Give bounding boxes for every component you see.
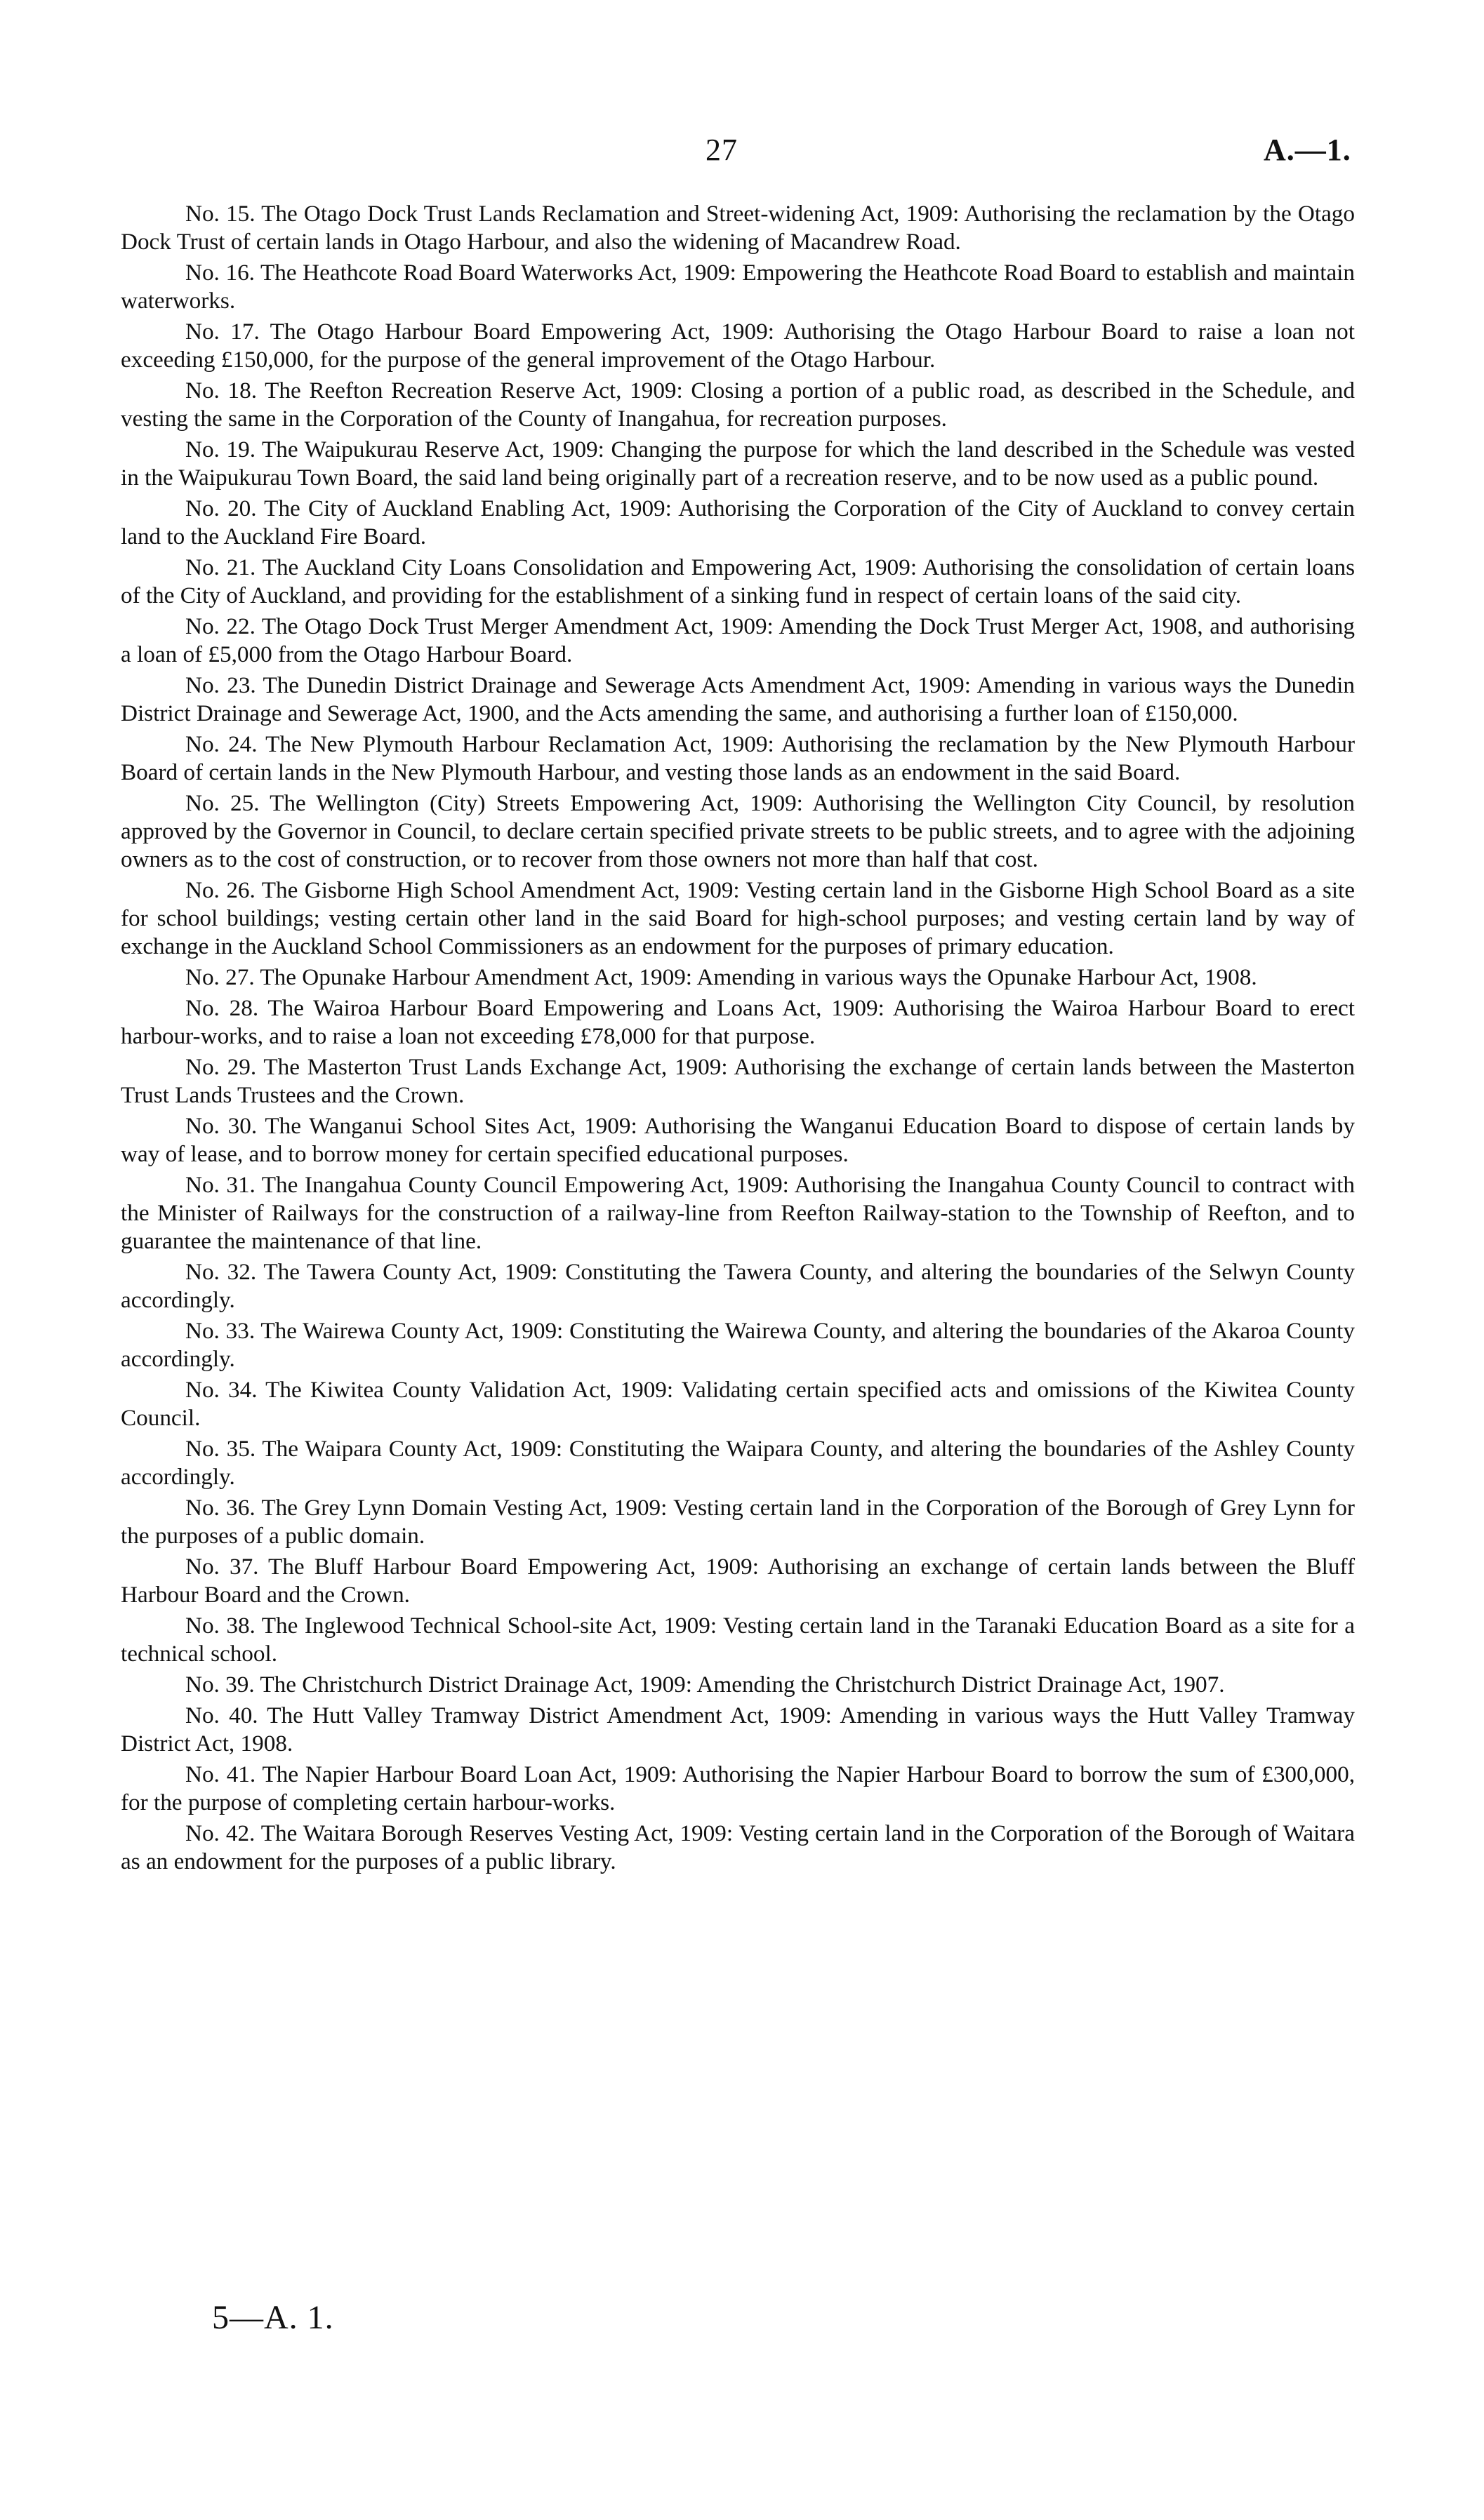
act-entry: No. 38. The Inglewood Technical School-site Act, 1909: Vesting certain land in the Taranaki Education Board as a site for a technical school. [121, 1613, 1355, 1667]
act-entry: No. 17. The Otago Harbour Board Empowering Act, 1909: Authorising the Otago Harbour Board to raise a loan not exceeding £150,000, for the purpose of the general improvement of the Otago Harbour. [121, 319, 1355, 373]
act-list [121, 200, 1355, 1879]
act-entry: No. 20. The City of Auckland Enabling Act, 1909: Authorising the Corporation of the City of Auckland to convey certain land to the Auckland Fire Board. [121, 495, 1355, 549]
act-entry: No. 31. The Inangahua County Council Empowering Act, 1909: Authorising the Inangahua County Council to contract with the Minister of Railways for the construction of a railway-line from Reefton Railway-station to the Township of Reefton, and to guarantee the maintenance of that line. [121, 1172, 1355, 1254]
act-entry: No. 42. The Waitara Borough Reserves Vesting Act, 1909: Vesting certain land in the Corporation of the Borough of Waitara as an endowment for the purposes of a public library. [121, 1820, 1355, 1874]
act-entry: No. 22. The Otago Dock Trust Merger Amendment Act, 1909: Amending the Dock Trust Merger Act, 1908, and authorising a loan of £5,000 from the Otago Harbour Board. [121, 613, 1355, 667]
act-entry: No. 19. The Waipukurau Reserve Act, 1909: Changing the purpose for which the land described in the Schedule was vested in the Waipukurau Town Board, the said land being originally part of a recreation reserve, and to be now used as a public pound. [121, 436, 1355, 491]
printer-signature: 5—A. 1. [212, 2299, 334, 2336]
act-entry: No. 35. The Waipara County Act, 1909: Constituting the Waipara County, and altering the boundaries of the Ashley County accordingly. [121, 1436, 1355, 1490]
act-entry: No. 28. The Wairoa Harbour Board Empowering and Loans Act, 1909: Authorising the Wairoa Harbour Board to erect harbour-works, and to raise a loan not exceeding £78,000 for that purpose. [121, 995, 1355, 1049]
act-entry: No. 24. The New Plymouth Harbour Reclamation Act, 1909: Authorising the reclamation by the New Plymouth Harbour Board of certain lands in the New Plymouth Harbour, and vesting those lands as an endowment in the said Board. [121, 731, 1355, 785]
act-entry: No. 34. The Kiwitea County Validation Act, 1909: Validating certain specified acts and omissions of the Kiwitea County Council. [121, 1377, 1355, 1431]
act-entry: No. 32. The Tawera County Act, 1909: Constituting the Tawera County, and altering the boundaries of the Selwyn County accordingly. [121, 1259, 1355, 1313]
act-entry: No. 40. The Hutt Valley Tramway District Amendment Act, 1909: Amending in various ways the Hutt Valley Tramway District Act, 1908. [121, 1702, 1355, 1756]
act-entry: No. 27. The Opunake Harbour Amendment Act, 1909: Amending in various ways the Opunake Harbour Act, 1908. [185, 964, 1257, 990]
act-entry: No. 33. The Wairewa County Act, 1909: Constituting the Wairewa County, and altering the boundaries of the Akaroa County accordingly. [121, 1318, 1355, 1372]
act-entry: No. 16. The Heathcote Road Board Waterworks Act, 1909: Empowering the Heathcote Road Board to establish and maintain waterworks. [121, 260, 1355, 314]
act-entry: No. 15. The Otago Dock Trust Lands Reclamation and Street-widening Act, 1909: Authorising the reclamation by the Otago Dock Trust of certain lands in Otago Harbour, and also the widening of Macandrew Road. [121, 201, 1355, 255]
act-entry: No. 37. The Bluff Harbour Board Empowering Act, 1909: Authorising an exchange of certain lands between the Bluff Harbour Board and the Crown. [121, 1554, 1355, 1608]
page-number: 27 [705, 133, 738, 167]
act-entry: No. 25. The Wellington (City) Streets Empowering Act, 1909: Authorising the Wellington City Council, by resolution approved by the Governor in Council, to declare certain specified private streets to be public streets, and to agree with the adjoining owners as to the cost of construction, or to recover from those owners not more than half that cost. [121, 790, 1355, 872]
act-entry: No. 26. The Gisborne High School Amendment Act, 1909: Vesting certain land in the Gisborne High School Board as a site for school buildings; vesting certain other land in the said Board for high-school purposes; and vesting certain land by way of exchange in the Auckland School Commissioners as an endowment for the purposes of primary education. [121, 877, 1355, 959]
act-entry: No. 39. The Christchurch District Drainage Act, 1909: Amending the Christchurch District Drainage Act, 1907. [185, 1672, 1225, 1698]
act-entry: No. 30. The Wanganui School Sites Act, 1909: Authorising the Wanganui Education Board to dispose of certain lands by way of lease, and to borrow money for certain specified educational purposes. [121, 1113, 1355, 1167]
act-entry: No. 23. The Dunedin District Drainage and Sewerage Acts Amendment Act, 1909: Amending in various ways the Dunedin District Drainage and Sewerage Act, 1900, and the Acts amending the same, and authorising a further loan of £150,000. [121, 672, 1355, 726]
act-entry: No. 41. The Napier Harbour Board Loan Act, 1909: Authorising the Napier Harbour Board to borrow the sum of £300,000, for the purpose of completing certain harbour-works. [121, 1761, 1355, 1815]
paper-reference: A.—1. [1264, 133, 1351, 167]
act-entry: No. 21. The Auckland City Loans Consolidation and Empowering Act, 1909: Authorising the consolidation of certain loans of the City of Auckland, and providing for the establishment of a sinking fund in respect of certain loans of the said city. [121, 554, 1355, 608]
act-entry: No. 29. The Masterton Trust Lands Exchange Act, 1909: Authorising the exchange of certain lands between the Masterton Trust Lands Trustees and the Crown. [121, 1054, 1355, 1108]
act-entry: No. 36. The Grey Lynn Domain Vesting Act, 1909: Vesting certain land in the Corporation of the Borough of Grey Lynn for the purposes of a public domain. [121, 1495, 1355, 1549]
act-entry: No. 18. The Reefton Recreation Reserve Act, 1909: Closing a portion of a public road, as described in the Schedule, and vesting the same in the Corporation of the County of Inangahua, for recreation purposes. [121, 378, 1355, 432]
